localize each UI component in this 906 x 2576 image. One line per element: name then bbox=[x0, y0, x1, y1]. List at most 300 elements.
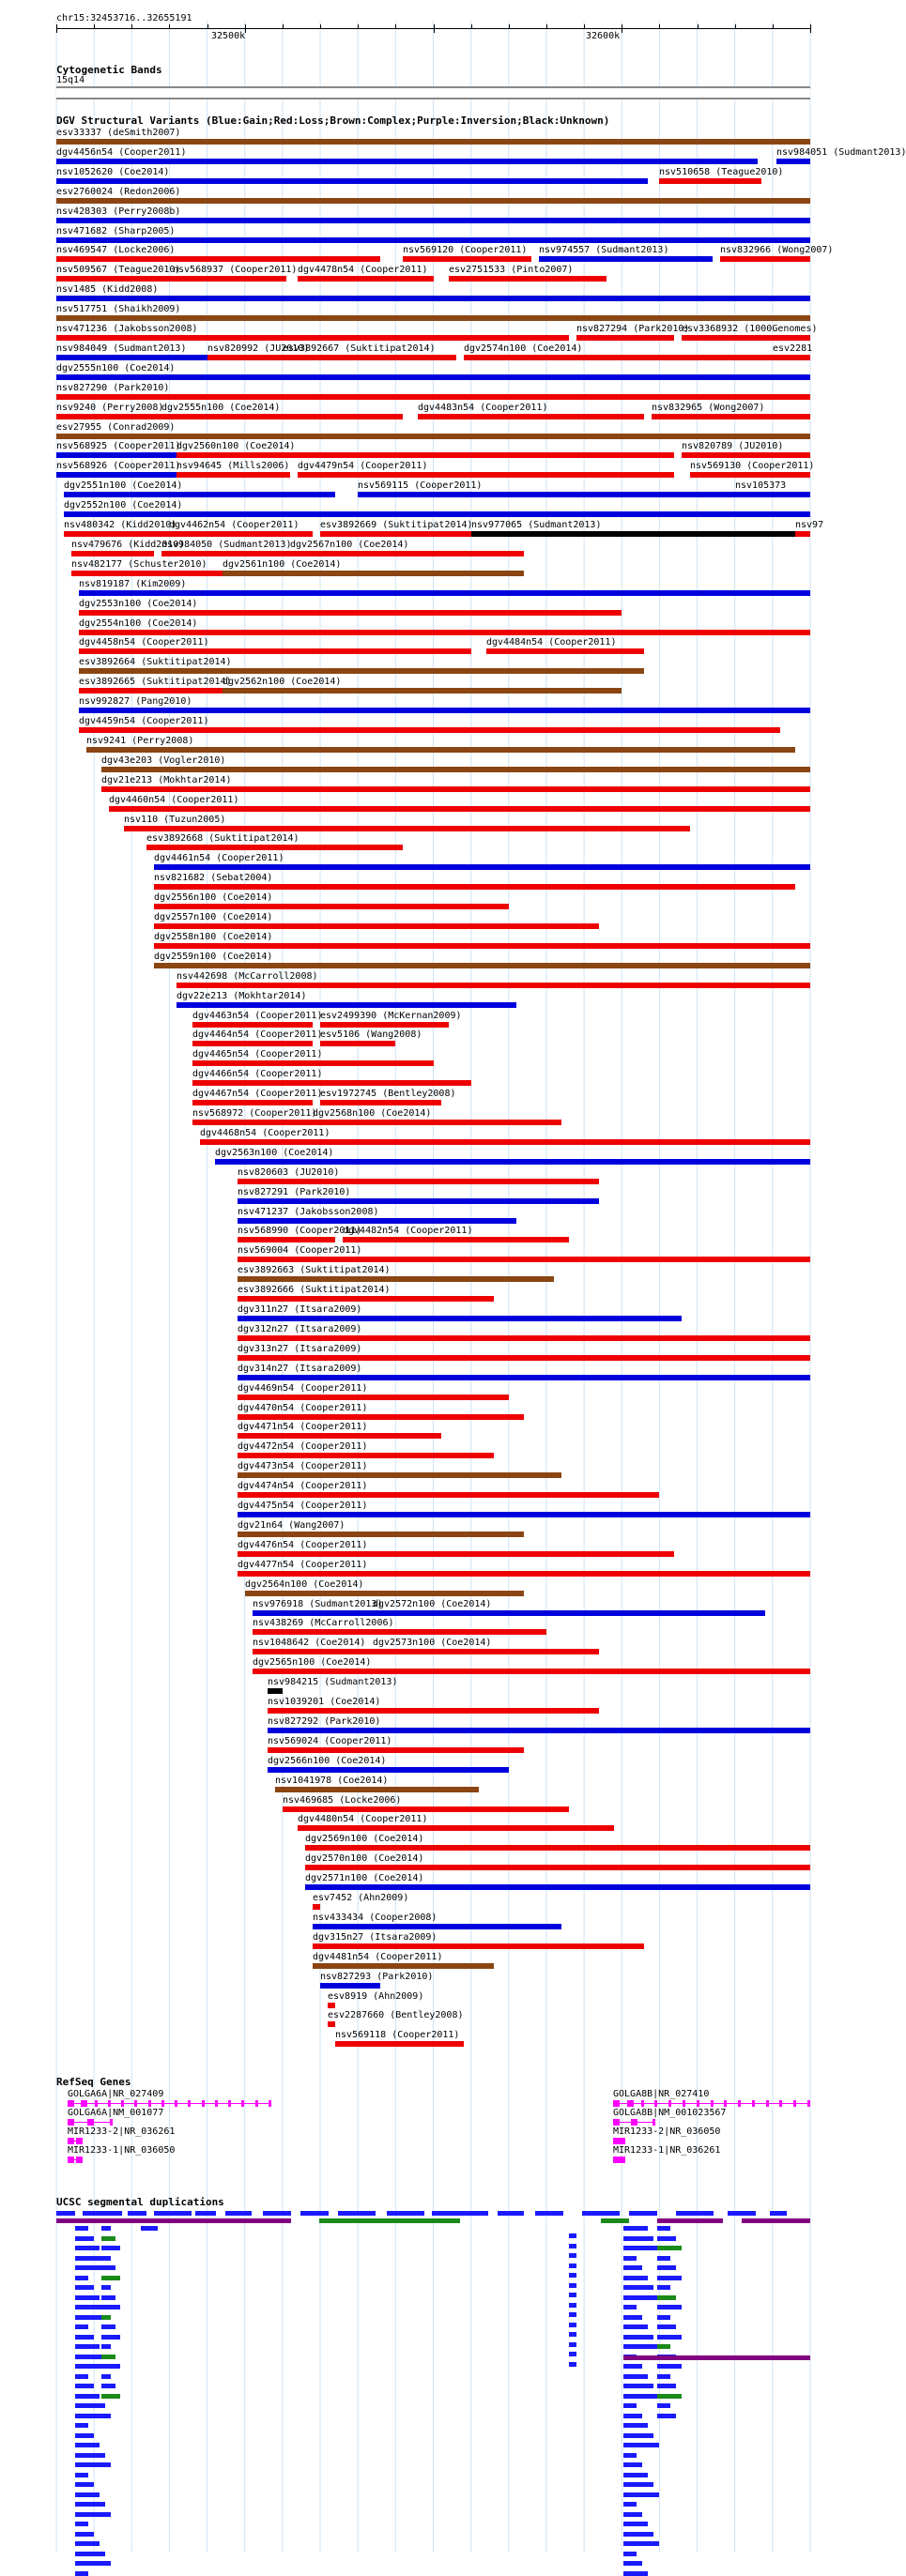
gene-exon[interactable] bbox=[653, 2119, 655, 2126]
segdup-block[interactable] bbox=[657, 2295, 676, 2300]
segdup-block[interactable] bbox=[623, 2265, 642, 2270]
gene-exon[interactable] bbox=[752, 2100, 755, 2107]
segdup-block[interactable] bbox=[101, 2305, 120, 2309]
segdup-block[interactable] bbox=[75, 2394, 100, 2399]
segdup-block[interactable] bbox=[623, 2571, 648, 2576]
variant-bar[interactable] bbox=[773, 355, 810, 360]
segdup-block[interactable] bbox=[101, 2374, 111, 2379]
gene-exon[interactable] bbox=[724, 2100, 727, 2107]
variant-bar[interactable] bbox=[64, 492, 335, 497]
segdup-block[interactable] bbox=[75, 2571, 88, 2576]
segdup-block[interactable] bbox=[657, 2265, 676, 2270]
variant-bar[interactable] bbox=[56, 394, 810, 400]
gene-exon[interactable] bbox=[807, 2100, 810, 2107]
segdup-block[interactable] bbox=[101, 2355, 115, 2359]
variant-bar[interactable] bbox=[223, 688, 622, 694]
variant-bar[interactable] bbox=[56, 178, 648, 184]
variant-bar[interactable] bbox=[154, 884, 795, 890]
segdup-block[interactable] bbox=[623, 2433, 653, 2438]
variant-bar[interactable] bbox=[268, 1767, 509, 1773]
segdup-block[interactable] bbox=[101, 2236, 115, 2241]
gene-exon[interactable] bbox=[121, 2100, 124, 2107]
variant-bar[interactable] bbox=[238, 1179, 599, 1184]
segdup-block[interactable] bbox=[75, 2512, 111, 2517]
variant-bar[interactable] bbox=[79, 727, 780, 733]
segdup-block[interactable] bbox=[75, 2324, 88, 2329]
gene-exon[interactable] bbox=[68, 2138, 74, 2144]
segdup-block[interactable] bbox=[56, 2211, 75, 2216]
segdup-block[interactable] bbox=[75, 2246, 100, 2250]
segdup-block[interactable] bbox=[498, 2211, 524, 2216]
segdup-block[interactable] bbox=[75, 2541, 100, 2546]
variant-bar[interactable] bbox=[192, 1100, 313, 1105]
segdup-block[interactable] bbox=[75, 2532, 94, 2537]
variant-bar[interactable] bbox=[56, 198, 810, 204]
variant-bar[interactable] bbox=[313, 1963, 494, 1969]
variant-bar[interactable] bbox=[328, 2003, 335, 2008]
segdup-block[interactable] bbox=[569, 2253, 576, 2258]
segdup-block[interactable] bbox=[101, 2364, 120, 2369]
segdup-block[interactable] bbox=[75, 2384, 94, 2388]
segdup-block[interactable] bbox=[623, 2384, 653, 2388]
segdup-block[interactable] bbox=[101, 2265, 115, 2270]
variant-bar[interactable] bbox=[238, 1532, 524, 1537]
segdup-block[interactable] bbox=[569, 2283, 576, 2288]
variant-bar[interactable] bbox=[320, 1100, 441, 1105]
variant-bar[interactable] bbox=[101, 767, 810, 772]
variant-bar[interactable] bbox=[56, 159, 758, 164]
segdup-block[interactable] bbox=[623, 2532, 653, 2537]
variant-bar[interactable] bbox=[238, 1395, 509, 1400]
variant-bar[interactable] bbox=[253, 1610, 373, 1616]
variant-bar[interactable] bbox=[343, 1237, 569, 1242]
variant-bar[interactable] bbox=[659, 178, 761, 184]
variant-bar[interactable] bbox=[86, 747, 795, 753]
variant-bar[interactable] bbox=[373, 1610, 765, 1616]
variant-bar[interactable] bbox=[177, 452, 674, 458]
segdup-block[interactable] bbox=[75, 2344, 100, 2349]
variant-bar[interactable] bbox=[313, 1943, 644, 1949]
variant-bar[interactable] bbox=[358, 492, 735, 497]
variant-bar[interactable] bbox=[682, 335, 810, 341]
gene-exon[interactable] bbox=[68, 2119, 74, 2126]
segdup-block[interactable] bbox=[623, 2355, 810, 2360]
segdup-block[interactable] bbox=[75, 2236, 94, 2241]
gene-exon[interactable] bbox=[631, 2119, 637, 2126]
variant-bar[interactable] bbox=[79, 630, 810, 635]
variant-bar[interactable] bbox=[298, 276, 434, 282]
segdup-block[interactable] bbox=[128, 2211, 146, 2216]
segdup-block[interactable] bbox=[300, 2211, 329, 2216]
segdup-block[interactable] bbox=[75, 2453, 105, 2458]
gene-exon[interactable] bbox=[215, 2100, 218, 2107]
variant-bar[interactable] bbox=[320, 1983, 380, 1989]
variant-bar[interactable] bbox=[71, 571, 223, 576]
variant-bar[interactable] bbox=[56, 296, 810, 301]
segdup-block[interactable] bbox=[569, 2332, 576, 2337]
variant-bar[interactable] bbox=[56, 276, 173, 282]
gene-exon[interactable] bbox=[95, 2100, 98, 2107]
gene-intron-line[interactable] bbox=[68, 2103, 271, 2104]
segdup-block[interactable] bbox=[601, 2218, 629, 2223]
gene-exon[interactable] bbox=[188, 2100, 191, 2107]
segdup-block[interactable] bbox=[623, 2256, 637, 2261]
variant-bar[interactable] bbox=[268, 1688, 283, 1694]
variant-bar[interactable] bbox=[200, 1139, 810, 1145]
variant-bar[interactable] bbox=[652, 414, 810, 419]
variant-bar[interactable] bbox=[776, 159, 810, 164]
segdup-block[interactable] bbox=[623, 2492, 659, 2497]
variant-bar[interactable] bbox=[71, 551, 154, 556]
segdup-block[interactable] bbox=[75, 2462, 111, 2467]
segdup-block[interactable] bbox=[75, 2482, 94, 2487]
gene-exon[interactable] bbox=[619, 2157, 625, 2163]
gene-exon[interactable] bbox=[683, 2100, 685, 2107]
variant-bar[interactable] bbox=[290, 551, 524, 556]
variant-bar[interactable] bbox=[238, 1218, 516, 1224]
variant-bar[interactable] bbox=[56, 256, 380, 262]
segdup-block[interactable] bbox=[623, 2324, 648, 2329]
gene-exon[interactable] bbox=[68, 2157, 74, 2163]
segdup-block[interactable] bbox=[83, 2211, 122, 2216]
variant-bar[interactable] bbox=[690, 472, 810, 478]
segdup-block[interactable] bbox=[75, 2552, 105, 2556]
variant-bar[interactable] bbox=[238, 1296, 494, 1302]
gene-exon[interactable] bbox=[255, 2100, 258, 2107]
segdup-block[interactable] bbox=[75, 2403, 105, 2408]
segdup-block[interactable] bbox=[623, 2453, 637, 2458]
segdup-block[interactable] bbox=[569, 2293, 576, 2297]
segdup-block[interactable] bbox=[623, 2285, 653, 2290]
segdup-block[interactable] bbox=[75, 2414, 111, 2418]
variant-bar[interactable] bbox=[720, 256, 810, 262]
variant-bar[interactable] bbox=[735, 492, 810, 497]
segdup-block[interactable] bbox=[75, 2423, 88, 2428]
segdup-block[interactable] bbox=[623, 2315, 642, 2320]
segdup-block[interactable] bbox=[263, 2211, 291, 2216]
segdup-block[interactable] bbox=[657, 2218, 723, 2223]
gene-exon[interactable] bbox=[110, 2119, 113, 2126]
variant-bar[interactable] bbox=[177, 472, 290, 478]
variant-bar[interactable] bbox=[154, 943, 810, 949]
segdup-block[interactable] bbox=[623, 2295, 659, 2300]
variant-bar[interactable] bbox=[576, 335, 674, 341]
variant-bar[interactable] bbox=[464, 355, 773, 360]
segdup-block[interactable] bbox=[657, 2305, 682, 2309]
segdup-block[interactable] bbox=[657, 2246, 682, 2250]
gene-exon[interactable] bbox=[766, 2100, 769, 2107]
segdup-block[interactable] bbox=[623, 2374, 648, 2379]
segdup-block[interactable] bbox=[101, 2285, 111, 2290]
variant-bar[interactable] bbox=[56, 434, 810, 439]
variant-bar[interactable] bbox=[305, 1845, 810, 1851]
gene-exon[interactable] bbox=[619, 2138, 625, 2144]
variant-bar[interactable] bbox=[192, 1060, 434, 1066]
segdup-block[interactable] bbox=[623, 2423, 648, 2428]
segdup-block[interactable] bbox=[569, 2233, 576, 2238]
segdup-block[interactable] bbox=[432, 2211, 488, 2216]
segdup-block[interactable] bbox=[75, 2502, 105, 2507]
segdup-block[interactable] bbox=[101, 2394, 120, 2399]
variant-bar[interactable] bbox=[146, 845, 403, 850]
segdup-block[interactable] bbox=[657, 2344, 670, 2349]
variant-bar[interactable] bbox=[192, 1080, 471, 1086]
segdup-block[interactable] bbox=[657, 2335, 682, 2340]
segdup-block[interactable] bbox=[101, 2295, 115, 2300]
variant-bar[interactable] bbox=[335, 2041, 464, 2047]
variant-bar[interactable] bbox=[328, 2021, 335, 2027]
variant-bar[interactable] bbox=[418, 414, 644, 419]
segdup-block[interactable] bbox=[623, 2561, 642, 2566]
segdup-block[interactable] bbox=[75, 2473, 88, 2477]
segdup-block[interactable] bbox=[623, 2246, 659, 2250]
variant-bar[interactable] bbox=[275, 1787, 479, 1792]
segdup-block[interactable] bbox=[101, 2226, 111, 2231]
segdup-block[interactable] bbox=[657, 2285, 670, 2290]
segdup-block[interactable] bbox=[623, 2473, 648, 2477]
segdup-block[interactable] bbox=[75, 2335, 94, 2340]
variant-bar[interactable] bbox=[298, 472, 674, 478]
segdup-block[interactable] bbox=[101, 2256, 111, 2261]
segdup-block[interactable] bbox=[623, 2226, 648, 2231]
variant-bar[interactable] bbox=[161, 414, 403, 419]
gene-exon[interactable] bbox=[241, 2100, 244, 2107]
variant-bar[interactable] bbox=[238, 1492, 659, 1498]
segdup-block[interactable] bbox=[535, 2211, 563, 2216]
gene-exon[interactable] bbox=[613, 2100, 620, 2107]
variant-bar[interactable] bbox=[313, 1924, 561, 1929]
segdup-block[interactable] bbox=[657, 2384, 676, 2388]
variant-bar[interactable] bbox=[161, 551, 290, 556]
gene-exon[interactable] bbox=[779, 2100, 782, 2107]
segdup-block[interactable] bbox=[623, 2335, 653, 2340]
variant-bar[interactable] bbox=[56, 315, 810, 321]
variant-bar[interactable] bbox=[238, 1276, 554, 1282]
variant-bar[interactable] bbox=[268, 1747, 524, 1753]
variant-bar[interactable] bbox=[283, 355, 456, 360]
segdup-block[interactable] bbox=[582, 2211, 620, 2216]
segdup-block[interactable] bbox=[629, 2211, 657, 2216]
gene-exon[interactable] bbox=[175, 2100, 177, 2107]
gene-exon[interactable] bbox=[87, 2119, 94, 2126]
variant-bar[interactable] bbox=[238, 1316, 682, 1321]
segdup-block[interactable] bbox=[623, 2512, 642, 2517]
segdup-block[interactable] bbox=[101, 2344, 111, 2349]
segdup-block[interactable] bbox=[569, 2273, 576, 2278]
segdup-block[interactable] bbox=[623, 2344, 659, 2349]
segdup-block[interactable] bbox=[623, 2276, 648, 2280]
segdup-block[interactable] bbox=[623, 2305, 637, 2309]
variant-bar[interactable] bbox=[539, 256, 713, 262]
segdup-block[interactable] bbox=[225, 2211, 252, 2216]
variant-bar[interactable] bbox=[313, 1904, 320, 1910]
segdup-block[interactable] bbox=[75, 2295, 100, 2300]
gene-exon[interactable] bbox=[76, 2157, 83, 2163]
variant-bar[interactable] bbox=[154, 864, 810, 870]
variant-bar[interactable] bbox=[154, 923, 599, 929]
variant-bar[interactable] bbox=[192, 1022, 313, 1028]
segdup-block[interactable] bbox=[75, 2522, 88, 2526]
segdup-block[interactable] bbox=[75, 2561, 111, 2566]
segdup-block[interactable] bbox=[728, 2211, 756, 2216]
gene-exon[interactable] bbox=[134, 2100, 137, 2107]
variant-bar[interactable] bbox=[192, 1041, 313, 1046]
gene-exon[interactable] bbox=[697, 2100, 699, 2107]
variant-bar[interactable] bbox=[56, 335, 569, 341]
segdup-block[interactable] bbox=[338, 2211, 376, 2216]
variant-bar[interactable] bbox=[79, 648, 471, 654]
segdup-block[interactable] bbox=[56, 2218, 291, 2223]
variant-bar[interactable] bbox=[79, 610, 622, 616]
variant-bar[interactable] bbox=[682, 452, 810, 458]
segdup-block[interactable] bbox=[657, 2315, 670, 2320]
segdup-block[interactable] bbox=[623, 2552, 637, 2556]
segdup-block[interactable] bbox=[623, 2236, 653, 2241]
variant-bar[interactable] bbox=[238, 1198, 599, 1204]
segdup-block[interactable] bbox=[101, 2324, 115, 2329]
variant-bar[interactable] bbox=[177, 1002, 516, 1008]
variant-bar[interactable] bbox=[253, 1649, 373, 1654]
segdup-block[interactable] bbox=[623, 2522, 648, 2526]
variant-bar[interactable] bbox=[124, 826, 690, 831]
segdup-block[interactable] bbox=[657, 2414, 676, 2418]
segdup-block[interactable] bbox=[101, 2384, 115, 2388]
gene-exon[interactable] bbox=[81, 2100, 87, 2107]
segdup-block[interactable] bbox=[569, 2312, 576, 2317]
variant-bar[interactable] bbox=[245, 1591, 524, 1596]
variant-bar[interactable] bbox=[192, 1120, 313, 1125]
variant-bar[interactable] bbox=[268, 1708, 599, 1714]
gene-exon[interactable] bbox=[202, 2100, 205, 2107]
segdup-block[interactable] bbox=[623, 2403, 637, 2408]
variant-bar[interactable] bbox=[320, 1041, 395, 1046]
segdup-block[interactable] bbox=[623, 2462, 642, 2467]
segdup-block[interactable] bbox=[195, 2211, 216, 2216]
variant-bar[interactable] bbox=[795, 531, 810, 537]
segdup-block[interactable] bbox=[75, 2226, 88, 2231]
variant-bar[interactable] bbox=[268, 1728, 810, 1733]
segdup-block[interactable] bbox=[657, 2374, 670, 2379]
segdup-block[interactable] bbox=[623, 2414, 642, 2418]
variant-bar[interactable] bbox=[79, 688, 223, 694]
variant-bar[interactable] bbox=[223, 571, 524, 576]
segdup-block[interactable] bbox=[75, 2285, 94, 2290]
variant-bar[interactable] bbox=[56, 374, 810, 380]
segdup-block[interactable] bbox=[569, 2323, 576, 2327]
variant-bar[interactable] bbox=[238, 1551, 674, 1557]
segdup-block[interactable] bbox=[569, 2244, 576, 2248]
segdup-block[interactable] bbox=[154, 2211, 192, 2216]
segdup-block[interactable] bbox=[623, 2482, 653, 2487]
variant-bar[interactable] bbox=[283, 1806, 569, 1812]
segdup-block[interactable] bbox=[387, 2211, 424, 2216]
segdup-block[interactable] bbox=[623, 2364, 642, 2369]
variant-bar[interactable] bbox=[207, 355, 283, 360]
variant-bar[interactable] bbox=[215, 1159, 810, 1165]
variant-bar[interactable] bbox=[101, 786, 810, 792]
gene-exon[interactable] bbox=[668, 2100, 671, 2107]
segdup-block[interactable] bbox=[569, 2264, 576, 2268]
segdup-block[interactable] bbox=[623, 2443, 659, 2447]
segdup-block[interactable] bbox=[623, 2502, 637, 2507]
variant-bar[interactable] bbox=[313, 1120, 561, 1125]
segdup-block[interactable] bbox=[657, 2394, 682, 2399]
segdup-block[interactable] bbox=[75, 2276, 88, 2280]
variant-bar[interactable] bbox=[305, 1865, 810, 1870]
gene-exon[interactable] bbox=[68, 2100, 74, 2107]
segdup-block[interactable] bbox=[141, 2226, 158, 2231]
gene-exon[interactable] bbox=[641, 2100, 644, 2107]
segdup-block[interactable] bbox=[569, 2303, 576, 2308]
cyto-band-ideogram[interactable] bbox=[56, 86, 810, 99]
variant-bar[interactable] bbox=[486, 648, 644, 654]
segdup-block[interactable] bbox=[770, 2211, 787, 2216]
variant-bar[interactable] bbox=[169, 531, 313, 537]
variant-bar[interactable] bbox=[154, 904, 509, 909]
variant-bar[interactable] bbox=[79, 668, 644, 674]
gene-exon[interactable] bbox=[148, 2100, 151, 2107]
segdup-block[interactable] bbox=[623, 2541, 659, 2546]
segdup-block[interactable] bbox=[657, 2226, 670, 2231]
variant-bar[interactable] bbox=[238, 1433, 441, 1439]
variant-bar[interactable] bbox=[238, 1375, 810, 1380]
segdup-block[interactable] bbox=[657, 2256, 670, 2261]
gene-exon[interactable] bbox=[76, 2138, 83, 2144]
variant-bar[interactable] bbox=[238, 1453, 494, 1458]
variant-bar[interactable] bbox=[298, 1825, 614, 1831]
gene-exon[interactable] bbox=[711, 2100, 714, 2107]
gene-exon[interactable] bbox=[613, 2119, 620, 2126]
segdup-block[interactable] bbox=[75, 2492, 100, 2497]
variant-bar[interactable] bbox=[173, 276, 286, 282]
variant-bar[interactable] bbox=[403, 256, 531, 262]
variant-bar[interactable] bbox=[238, 1335, 810, 1341]
variant-bar[interactable] bbox=[305, 1884, 810, 1890]
variant-bar[interactable] bbox=[320, 1022, 449, 1028]
segdup-block[interactable] bbox=[75, 2374, 88, 2379]
segdup-block[interactable] bbox=[101, 2276, 120, 2280]
variant-bar[interactable] bbox=[320, 531, 471, 537]
variant-bar[interactable] bbox=[64, 511, 810, 517]
variant-bar[interactable] bbox=[253, 1669, 810, 1674]
segdup-block[interactable] bbox=[742, 2218, 810, 2223]
variant-bar[interactable] bbox=[238, 1237, 335, 1242]
variant-bar[interactable] bbox=[238, 1355, 810, 1361]
variant-bar[interactable] bbox=[56, 218, 810, 223]
variant-bar[interactable] bbox=[449, 276, 607, 282]
variant-bar[interactable] bbox=[56, 139, 810, 145]
variant-bar[interactable] bbox=[109, 806, 810, 812]
variant-bar[interactable] bbox=[238, 1512, 810, 1517]
segdup-block[interactable] bbox=[319, 2218, 460, 2223]
gene-exon[interactable] bbox=[654, 2100, 657, 2107]
variant-bar[interactable] bbox=[56, 472, 177, 478]
variant-bar[interactable] bbox=[471, 531, 795, 537]
variant-bar[interactable] bbox=[177, 983, 810, 988]
segdup-block[interactable] bbox=[569, 2342, 576, 2347]
variant-bar[interactable] bbox=[56, 414, 161, 419]
variant-bar[interactable] bbox=[238, 1571, 810, 1577]
segdup-block[interactable] bbox=[101, 2335, 120, 2340]
variant-bar[interactable] bbox=[56, 452, 177, 458]
gene-exon[interactable] bbox=[108, 2100, 111, 2107]
segdup-block[interactable] bbox=[75, 2433, 94, 2438]
segdup-block[interactable] bbox=[569, 2352, 576, 2356]
variant-bar[interactable] bbox=[238, 1472, 561, 1478]
variant-bar[interactable] bbox=[373, 1649, 599, 1654]
segdup-block[interactable] bbox=[657, 2364, 682, 2369]
gene-exon[interactable] bbox=[269, 2100, 271, 2107]
